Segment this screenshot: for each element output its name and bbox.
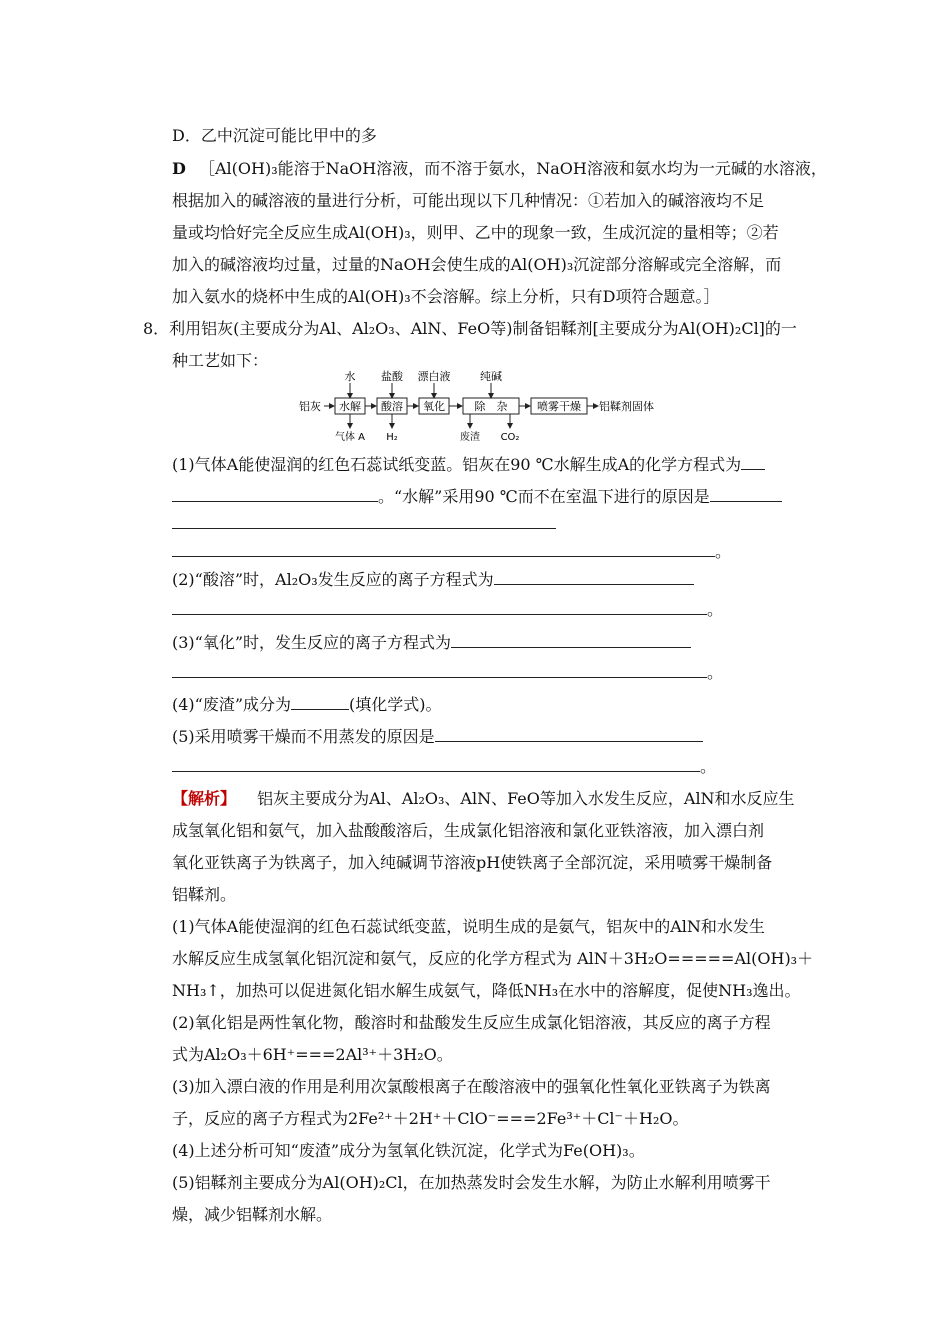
subq-2-line-1 — [172, 568, 694, 591]
analysis-4: (4)上述分析可知“废渣”成分为氢氧化铁沉淀，化学式为Fe(OH)₃。 — [172, 1141, 645, 1160]
period: 。 — [700, 757, 717, 776]
period: 。 — [715, 542, 732, 561]
analysis-text: 铝灰主要成分为Al、Al₂O₃、AlN、FeO等加入水发生反应，AlN和水反应生 — [257, 789, 795, 808]
answer-7-line-2: 根据加入的碱溶液的量进行分析，可能出现以下几种情况：①若加入的碱溶液均不足 — [172, 191, 765, 210]
subq-5-line-1 — [172, 725, 703, 748]
answer-blank[interactable] — [172, 540, 715, 557]
step-hydrolysis: 水解 — [339, 400, 361, 413]
period: 。 — [707, 600, 724, 619]
output-h2: H₂ — [386, 432, 398, 443]
analysis-2-line-2: 式为Al₂O₃＋6H⁺===2Al³⁺＋3H₂O。 — [172, 1045, 453, 1064]
reagent-soda: 纯碱 — [480, 370, 502, 383]
process-flow-diagram — [290, 368, 670, 444]
subq-3-text: (3)“氧化”时，发生反应的离子方程式为 — [172, 633, 452, 652]
reagent-bleach: 漂白液 — [417, 370, 451, 383]
answer-blank[interactable] — [172, 755, 700, 772]
subq-4-hint: (填化学式)。 — [349, 695, 442, 714]
question-8-line-1: 8．利用铝灰(主要成分为Al、Al₂O₃、AlN、FeO等)制备铝鞣剂[主要成分为Al(OH)₂Cl]的一 — [143, 319, 797, 338]
subq-1-text: (1)气体A能使湿润的红色石蕊试纸变蓝。铝灰在90 ℃水解生成A的化学方程式为 — [172, 455, 742, 474]
period: 。 — [707, 663, 724, 682]
answer-blank[interactable] — [710, 485, 782, 502]
flow-input: 铝灰 — [299, 400, 321, 413]
answer-text: ［Al(OH)₃能溶于NaOH溶液，而不溶于氨水，NaOH溶液和氨水均为一元碱的水溶液， — [198, 159, 827, 178]
output-gas-a: 气体 A — [334, 432, 366, 443]
reagent-water: 水 — [344, 370, 356, 383]
reagent-hcl: 盐酸 — [381, 370, 403, 383]
analysis-5-line-2: 燥，减少铝鞣剂水解。 — [172, 1205, 333, 1224]
subq-1-line-2 — [172, 485, 782, 508]
subq-4-text: (4)“废渣”成分为 — [172, 695, 292, 714]
step-purify: 除 杂 — [474, 400, 508, 413]
analysis-1-line-3: NH₃↑，加热可以促进氮化铝水解生成氨气，降低NH₃在水中的溶解度，促使NH₃逸出。 — [172, 981, 801, 1000]
question-8-line-2: 种工艺如下： — [172, 351, 269, 370]
answer-blank[interactable] — [741, 453, 765, 470]
output-co2: CO₂ — [500, 432, 520, 443]
subq-1-line-1 — [172, 453, 765, 476]
answer-7-line-4: 加入的碱溶液均过量，过量的NaOH会使生成的Al(OH)₃沉淀部分溶解或完全溶解，而 — [172, 255, 782, 274]
subq-3-line-2 — [172, 661, 723, 684]
answer-7-line-1 — [172, 158, 827, 180]
answer-blank[interactable] — [172, 485, 378, 502]
answer-blank[interactable] — [435, 725, 703, 742]
analysis-1-line-1: (1)气体A能使湿润的红色石蕊试纸变蓝，说明生成的是氨气，铝灰中的AlN和水发生 — [172, 917, 765, 936]
answer-blank[interactable] — [494, 568, 694, 585]
answer-blank[interactable] — [172, 598, 707, 615]
analysis-line-1 — [172, 788, 795, 810]
analysis-3-line-2: 子，反应的离子方程式为2Fe²⁺＋2H⁺＋ClO⁻===2Fe³⁺＋Cl⁻＋H₂O。 — [172, 1109, 689, 1128]
answer-blank[interactable] — [451, 631, 691, 648]
analysis-2-line-1: (2)氧化铝是两性氧化物，酸溶时和盐酸发生反应生成氯化铝溶液，其反应的离子方程 — [172, 1013, 771, 1032]
step-oxidation: 氧化 — [423, 400, 445, 413]
analysis-3-line-1: (3)加入漂白液的作用是利用次氯酸根离子在酸溶液中的强氧化性氧化亚铁离子为铁离 — [172, 1077, 771, 1096]
analysis-1-line-2: 水解反应生成氢氧化铝沉淀和氨气，反应的化学方程式为 AlN＋3H₂O=====Al(OH)₃＋ — [172, 949, 814, 968]
subq-5-text: (5)采用喷雾干燥而不用蒸发的原因是 — [172, 727, 435, 746]
answer-7-line-3: 量或均恰好完全反应生成Al(OH)₃，则甲、乙中的现象一致，生成沉淀的量相等；②若 — [172, 223, 779, 242]
subq-1-line-4 — [172, 540, 731, 563]
analysis-tag: 【解析】 — [172, 789, 237, 808]
subq-3-line-1 — [172, 631, 691, 654]
output-residue: 废渣 — [460, 432, 480, 443]
subq-5-line-2 — [172, 755, 716, 778]
analysis-5-line-1: (5)铝鞣剂主要成分为Al(OH)₂Cl，在加热蒸发时会发生水解，为防止水解利用喷雾干 — [172, 1173, 771, 1192]
subq-2-line-2 — [172, 598, 723, 621]
subq-4 — [172, 693, 442, 716]
subq-2-text: (2)“酸溶”时，Al₂O₃发生反应的离子方程式为 — [172, 570, 494, 589]
analysis-line-3: 氧化亚铁离子为铁离子，加入纯碱调节溶液pH使铁离子全部沉淀，采用喷雾干燥制备 — [172, 853, 773, 872]
answer-blank[interactable] — [291, 693, 349, 710]
answer-blank[interactable] — [172, 661, 707, 678]
answer-7-line-5: 加入氨水的烧杯中生成的Al(OH)₃不会溶解。综上分析，只有D项符合题意。］ — [172, 287, 720, 306]
analysis-line-2: 成氢氧化铝和氨气，加入盐酸酸溶后，生成氯化铝溶液和氯化亚铁溶液，加入漂白剂 — [172, 821, 765, 840]
step-spray: 喷雾干燥 — [537, 400, 581, 413]
step-acid: 酸溶 — [381, 400, 403, 413]
option-d: D．乙中沉淀可能比甲中的多 — [172, 126, 377, 145]
answer-blank[interactable] — [172, 512, 556, 529]
subq-1-line-3 — [172, 512, 556, 535]
analysis-line-4: 铝鞣剂。 — [172, 885, 237, 904]
flow-product: 铝鞣剂固体 — [599, 400, 654, 413]
subq-1-reason-text: 。“水解”采用90 ℃而不在室温下进行的原因是 — [378, 487, 710, 506]
answer-label: D — [172, 159, 186, 178]
